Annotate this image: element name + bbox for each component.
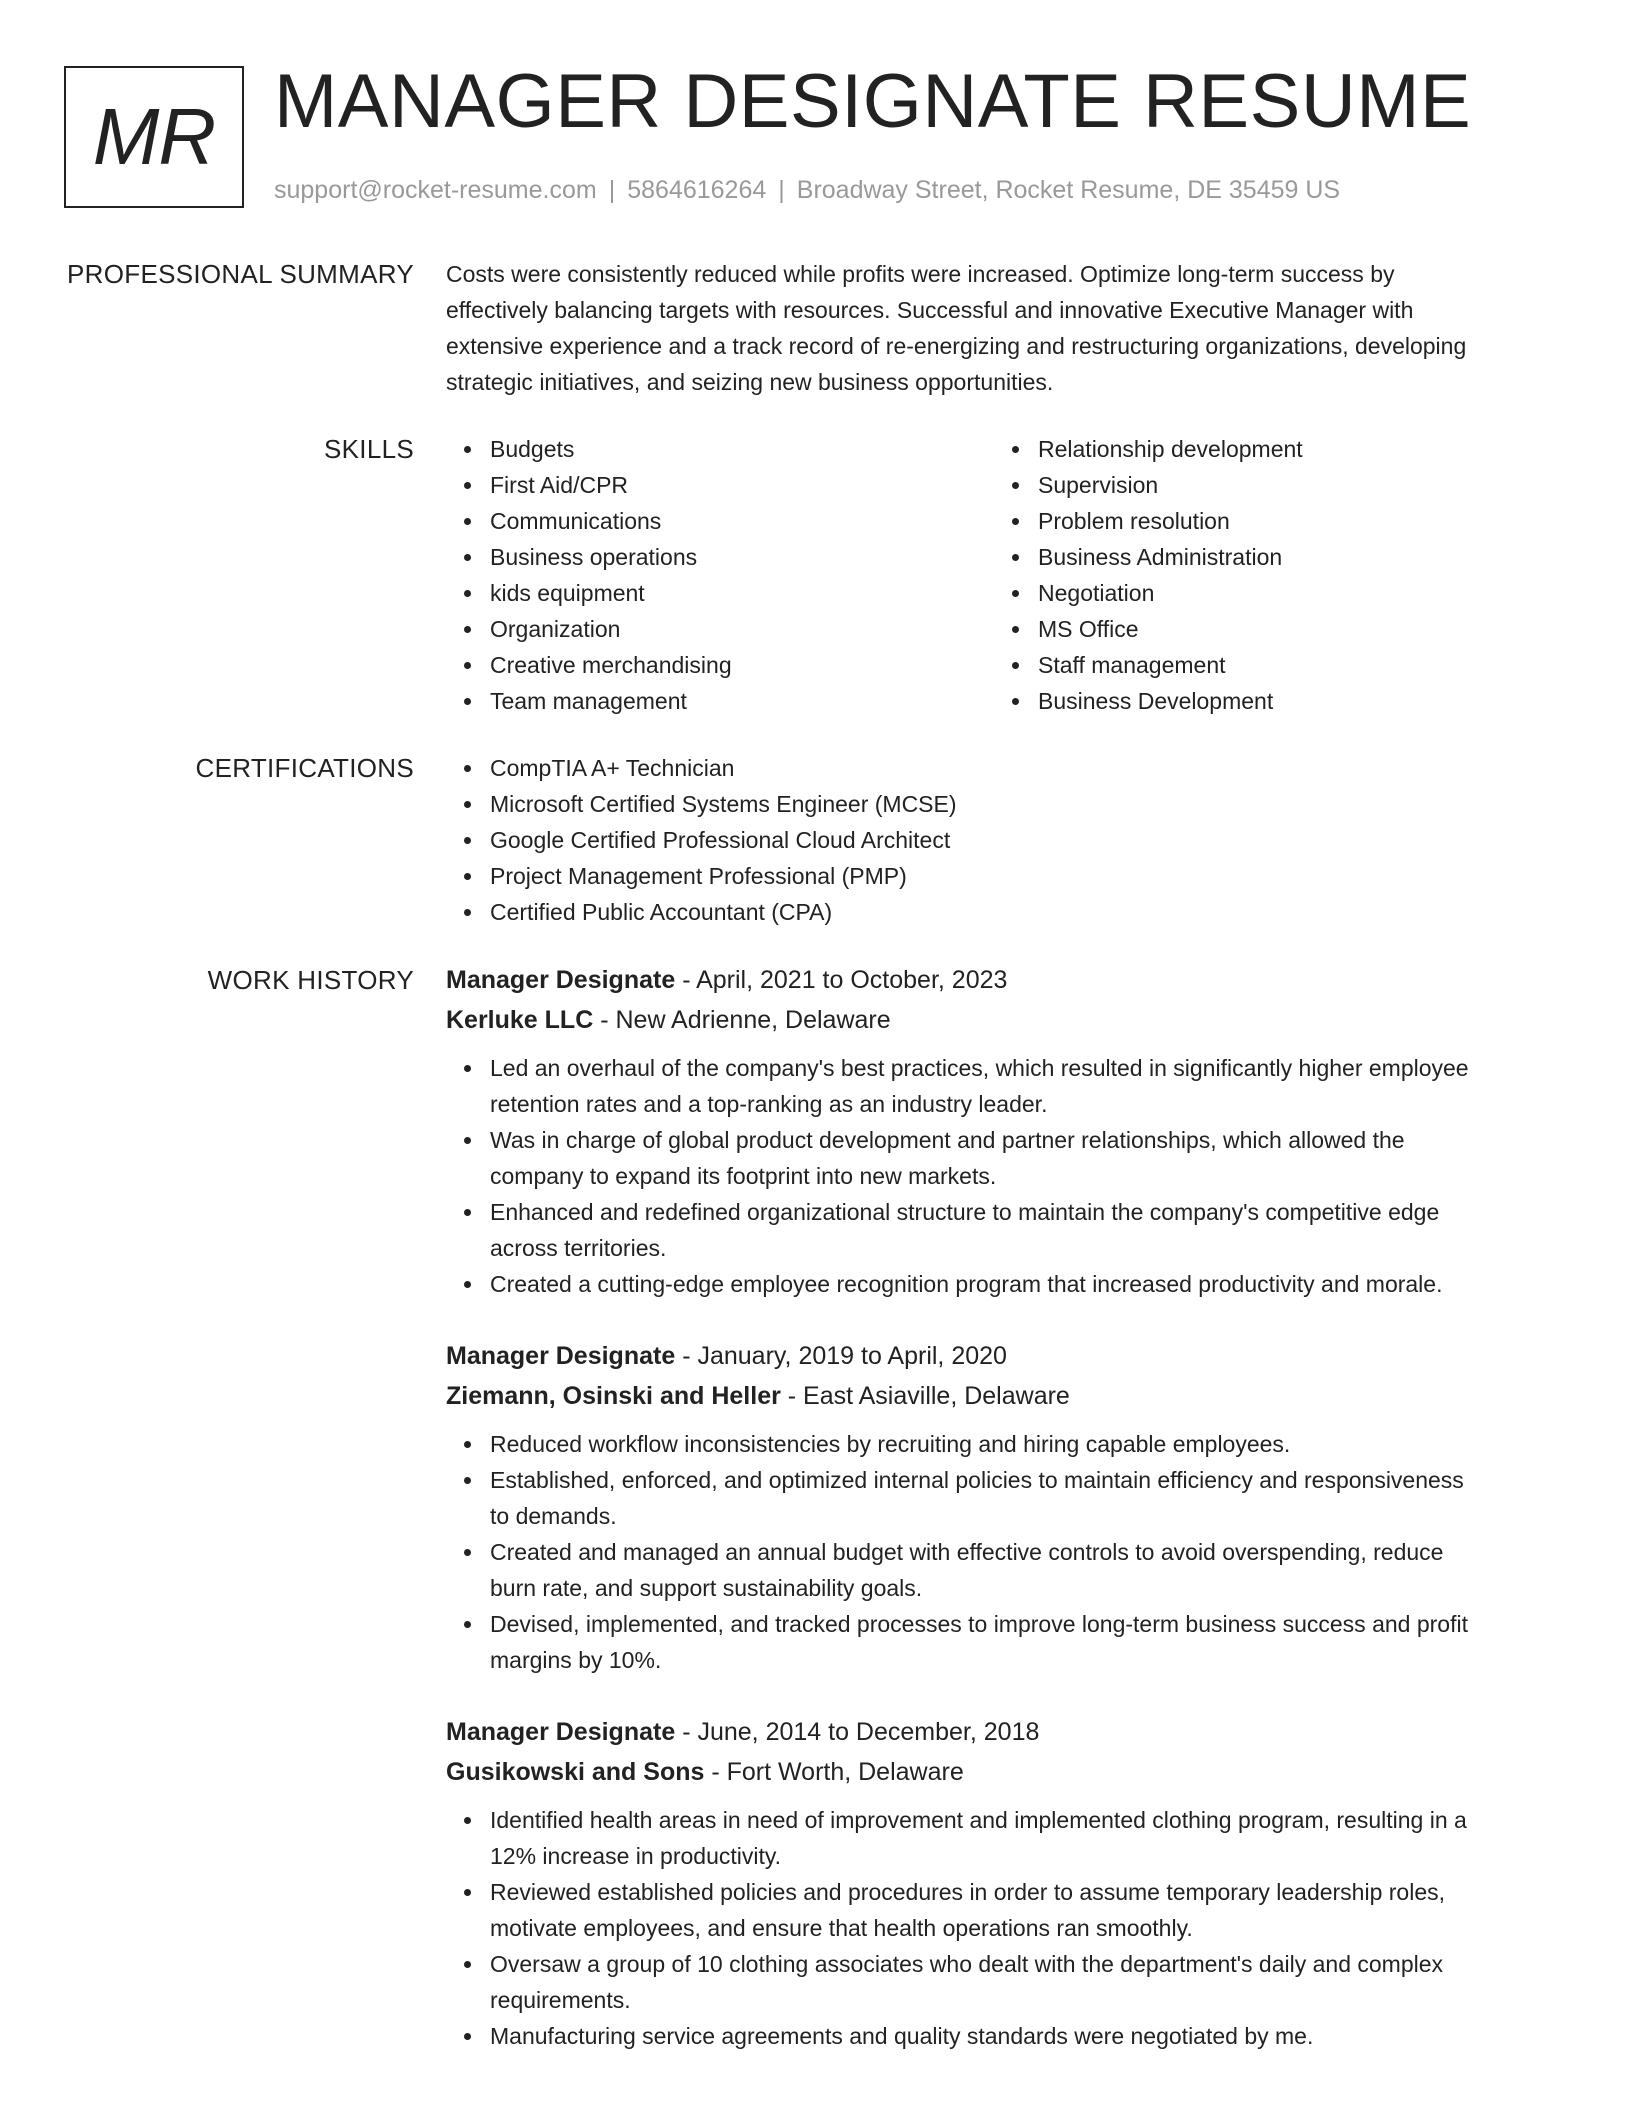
skill-item: Team management <box>446 683 994 719</box>
bullet-line: margins by 10%. <box>490 1647 662 1673</box>
contact-separator: | <box>778 176 785 204</box>
bullet-line: Devised, implemented, and tracked processes to improve long-term business success and profit <box>490 1611 1468 1637</box>
certifications-list <box>446 750 1556 930</box>
skill-item: Relationship development <box>994 431 1542 467</box>
job-bullet <box>446 1050 1556 1122</box>
contact-phone: 5864616264 <box>627 176 767 204</box>
bullet-line: burn rate, and support sustainability goals. <box>490 1575 923 1601</box>
bullet-line: Led an overhaul of the company's best practices, which resulted in significantly higher employee <box>490 1055 1469 1081</box>
contact-line <box>274 176 1340 205</box>
job-bullet <box>446 1606 1556 1678</box>
bullet-line: retention rates and a top-ranking as an industry leader. <box>490 1091 1048 1117</box>
skill-item: kids equipment <box>446 575 994 611</box>
section-label-skills: SKILLS <box>324 434 414 464</box>
skill-item: Negotiation <box>994 575 1542 611</box>
certification-item: CompTIA A+ Technician <box>446 750 1556 786</box>
bullet-line: Created and managed an annual budget with effective controls to avoid overspending, reduce <box>490 1539 1444 1565</box>
contact-address: Broadway Street, Rocket Resume, DE 35459 US <box>796 176 1341 204</box>
job-entry <box>446 1336 1556 1678</box>
skills-list-left <box>446 431 994 719</box>
job-bullets <box>446 1050 1556 1302</box>
job-company: Kerluke LLC <box>446 1006 594 1034</box>
job-entry <box>446 1712 1556 2054</box>
job-location: - East Asiaville, Delaware <box>780 1382 1070 1410</box>
job-bullet <box>446 1266 1556 1302</box>
job-role: Manager Designate <box>446 1718 676 1746</box>
job-company: Gusikowski and Sons <box>446 1758 705 1786</box>
job-bullet <box>446 1122 1556 1194</box>
job-bullets <box>446 1426 1556 1678</box>
monogram-logo <box>64 66 244 208</box>
job-bullets <box>446 1802 1556 2054</box>
job-dates: - June, 2014 to December, 2018 <box>675 1718 1040 1746</box>
skill-item: Budgets <box>446 431 994 467</box>
bullet-line: Was in charge of global product development and partner relationships, which allowed the <box>490 1127 1405 1153</box>
bullet-line: Established, enforced, and optimized internal policies to maintain efficiency and responsiveness <box>490 1467 1464 1493</box>
skills-list-right <box>994 431 1542 719</box>
bullet-line: requirements. <box>490 1987 631 2013</box>
bullet-line: Created a cutting-edge employee recognition program that increased productivity and morale. <box>490 1271 1443 1297</box>
summary-line: strategic initiatives, and seizing new business opportunities. <box>446 369 1054 395</box>
job-title-line <box>446 1712 1556 1752</box>
job-location: - New Adrienne, Delaware <box>593 1006 891 1034</box>
job-bullet <box>446 1802 1556 1874</box>
bullet-line: company to expand its footprint into new markets. <box>490 1163 997 1189</box>
skill-item: Communications <box>446 503 994 539</box>
bullet-line: Identified health areas in need of improvement and implemented clothing program, resulting in a <box>490 1807 1467 1833</box>
certifications-content <box>446 750 1556 930</box>
job-location: - Fort Worth, Delaware <box>704 1758 964 1786</box>
bullet-line: across territories. <box>490 1235 667 1261</box>
skill-item: MS Office <box>994 611 1542 647</box>
bullet-line: Enhanced and redefined organizational structure to maintain the company's competitive edge <box>490 1199 1440 1225</box>
certification-item: Microsoft Certified Systems Engineer (MCSE) <box>446 786 1556 822</box>
resume-title: MANAGER DESIGNATE RESUME <box>274 59 1472 144</box>
contact-separator: | <box>608 176 616 204</box>
job-dates: - April, 2021 to October, 2023 <box>675 966 1008 994</box>
certification-item: Certified Public Accountant (CPA) <box>446 894 1556 930</box>
contact-email: support@rocket-resume.com <box>274 176 597 204</box>
skills-columns <box>446 431 1556 719</box>
bullet-line: Oversaw a group of 10 clothing associates who dealt with the department's daily and complex <box>490 1951 1444 1977</box>
skill-item: Staff management <box>994 647 1542 683</box>
job-title-line <box>446 1336 1556 1376</box>
skill-item: Business operations <box>446 539 994 575</box>
job-bullet <box>446 1874 1556 1946</box>
job-bullet <box>446 1426 1556 1462</box>
skill-item: Organization <box>446 611 994 647</box>
summary-line: extensive experience and a track record of re-energizing and restructuring organizations, developing <box>446 333 1467 359</box>
skill-item: Business Development <box>994 683 1542 719</box>
job-title-line <box>446 960 1556 1000</box>
bullet-line: Manufacturing service agreements and quality standards were negotiated by me. <box>490 2023 1314 2049</box>
bullet-line: Reviewed established policies and procedures in order to assume temporary leadership roles, <box>490 1879 1446 1905</box>
bullet-line: motivate employees, and ensure that health operations ran smoothly. <box>490 1915 1193 1941</box>
job-company: Ziemann, Osinski and Heller <box>446 1382 781 1410</box>
section-label-certifications: CERTIFICATIONS <box>195 753 414 783</box>
job-bullet <box>446 2018 1556 2054</box>
job-bullet <box>446 1534 1556 1606</box>
job-company-line <box>446 1000 1556 1040</box>
job-role: Manager Designate <box>446 966 676 994</box>
bullet-line: Reduced workflow inconsistencies by recruiting and hiring capable employees. <box>490 1431 1291 1457</box>
job-bullet <box>446 1946 1556 2018</box>
summary-line: Costs were consistently reduced while profits were increased. Optimize long-term success by <box>446 261 1395 287</box>
skill-item: Business Administration <box>994 539 1542 575</box>
job-entry <box>446 960 1556 1302</box>
monogram-text: MR <box>92 92 216 181</box>
summary-text <box>446 256 1556 400</box>
job-company-line <box>446 1752 1556 1792</box>
job-dates: - January, 2019 to April, 2020 <box>675 1342 1007 1370</box>
section-label-work-history: WORK HISTORY <box>207 965 414 995</box>
job-bullet <box>446 1194 1556 1266</box>
job-role: Manager Designate <box>446 1342 676 1370</box>
skill-item: Problem resolution <box>994 503 1542 539</box>
summary-line: effectively balancing targets with resources. Successful and innovative Executive Manager with <box>446 297 1414 323</box>
section-label-summary: PROFESSIONAL SUMMARY <box>67 259 414 289</box>
job-bullet <box>446 1462 1556 1534</box>
bullet-line: to demands. <box>490 1503 617 1529</box>
certification-item: Project Management Professional (PMP) <box>446 858 1556 894</box>
job-company-line <box>446 1376 1556 1416</box>
skill-item: Supervision <box>994 467 1542 503</box>
bullet-line: 12% increase in productivity. <box>490 1843 782 1869</box>
skill-item: First Aid/CPR <box>446 467 994 503</box>
skill-item: Creative merchandising <box>446 647 994 683</box>
certification-item: Google Certified Professional Cloud Architect <box>446 822 1556 858</box>
